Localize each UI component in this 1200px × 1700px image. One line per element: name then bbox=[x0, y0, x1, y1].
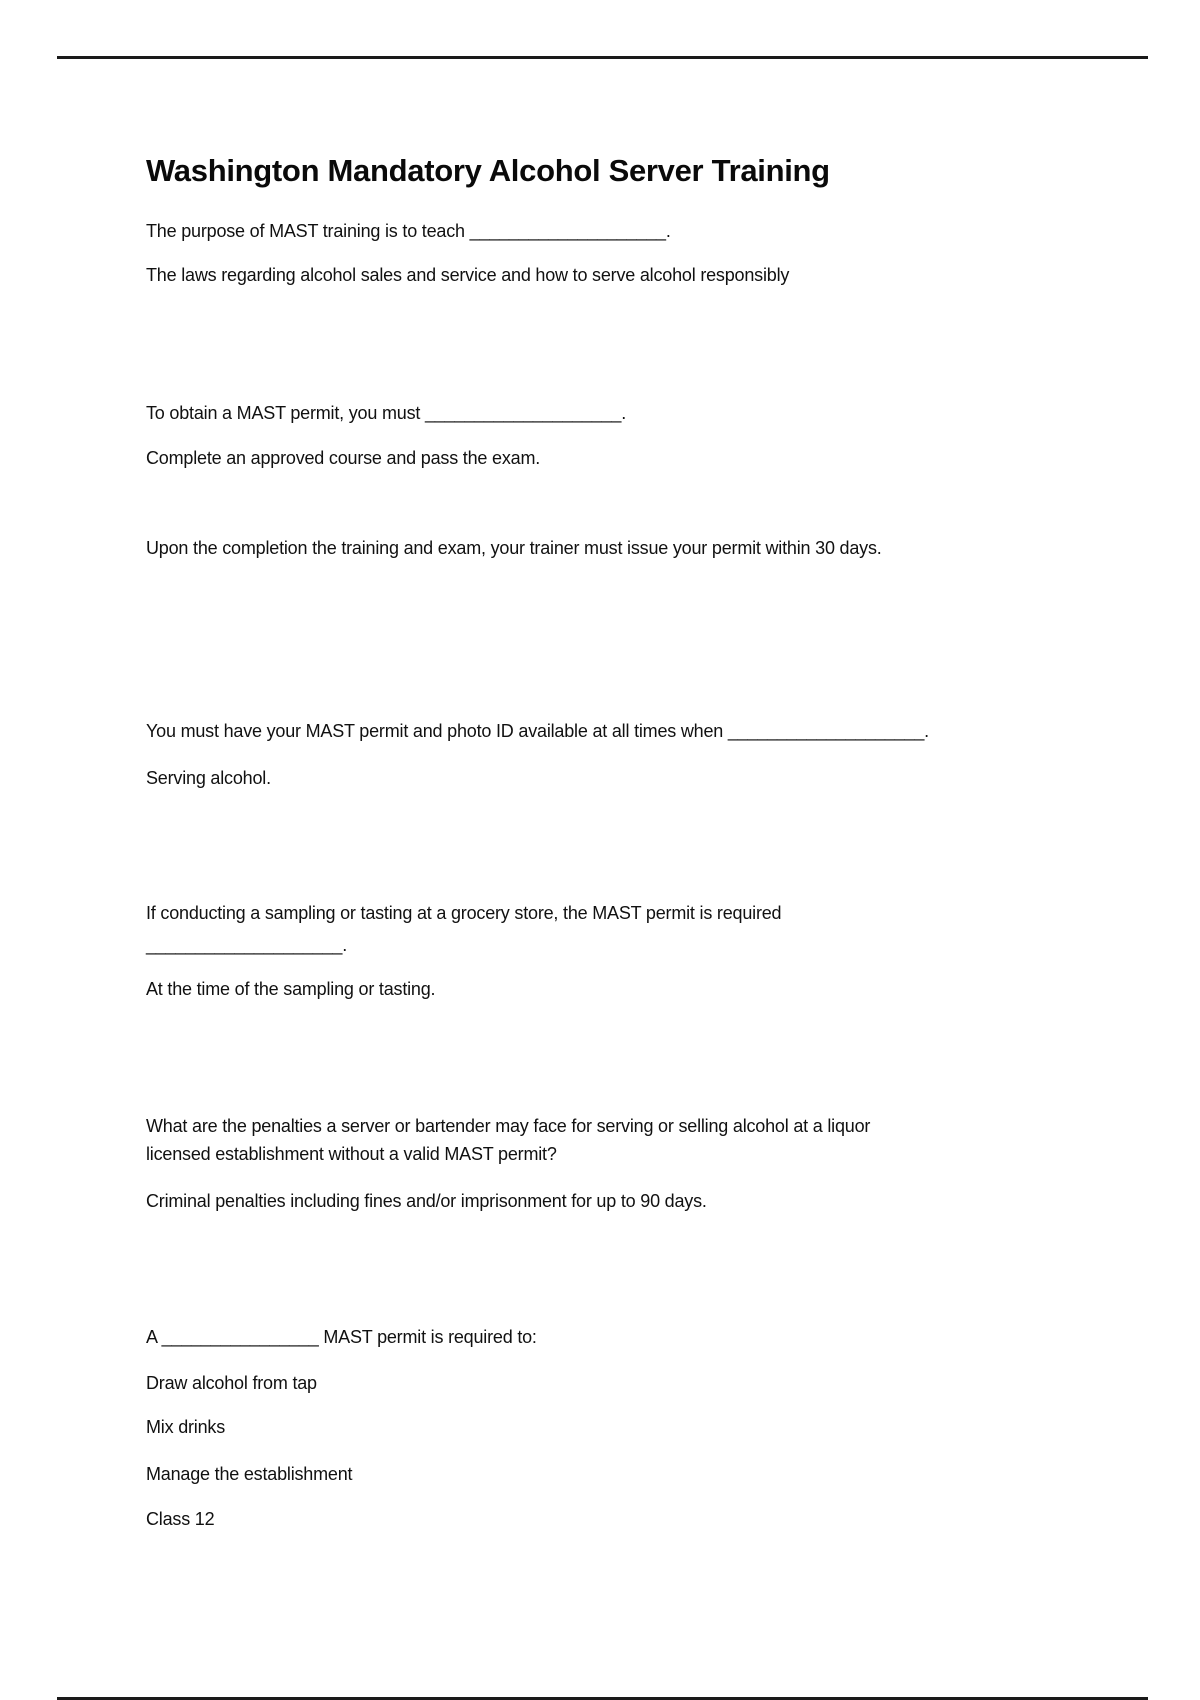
option-4: Class 12 bbox=[146, 1509, 215, 1529]
question-6: A ________________ MAST permit is required to: bbox=[146, 1327, 537, 1347]
question-5: What are the penalties a server or bartender may face for serving or selling alcohol at a liquor bbox=[146, 1116, 871, 1136]
question-4: If conducting a sampling or tasting at a grocery store, the MAST permit is required bbox=[146, 903, 782, 923]
answer-5: Criminal penalties including fines and/or imprisonment for up to 90 days. bbox=[146, 1191, 707, 1211]
option-3: Manage the establishment bbox=[146, 1464, 353, 1484]
page-title: Washington Mandatory Alcohol Server Training bbox=[146, 153, 830, 188]
note-2: Upon the completion the training and exam, your trainer must issue your permit within 30 days. bbox=[146, 538, 882, 558]
question-2: To obtain a MAST permit, you must ____________________. bbox=[146, 403, 627, 423]
answer-2: Complete an approved course and pass the exam. bbox=[146, 448, 541, 468]
answer-4: At the time of the sampling or tasting. bbox=[146, 979, 436, 999]
top-rule bbox=[57, 56, 1148, 59]
option-2: Mix drinks bbox=[146, 1417, 226, 1437]
question-1: The purpose of MAST training is to teach ____________________. bbox=[146, 221, 671, 241]
option-1: Draw alcohol from tap bbox=[146, 1373, 317, 1393]
question-5-line-2: licensed establishment without a valid MAST permit? bbox=[146, 1144, 557, 1164]
question-3: You must have your MAST permit and photo ID available at all times when ____________________. bbox=[146, 721, 929, 741]
answer-1: The laws regarding alcohol sales and service and how to serve alcohol responsibly bbox=[146, 265, 790, 285]
answer-3: Serving alcohol. bbox=[146, 768, 271, 788]
question-4-blank: ____________________. bbox=[146, 935, 348, 955]
